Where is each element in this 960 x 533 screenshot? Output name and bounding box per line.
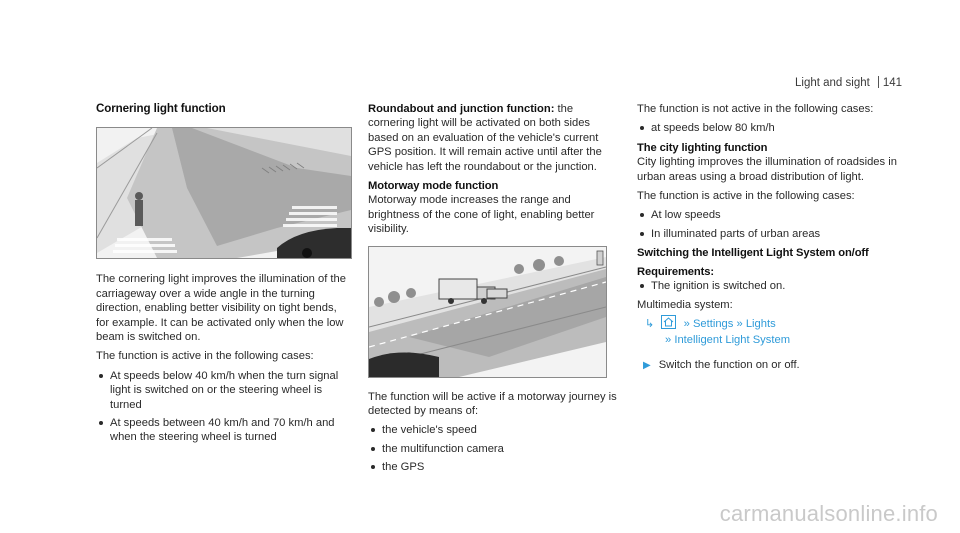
not-active-list	[637, 121, 905, 135]
home-icon	[661, 315, 676, 329]
chevron-right-icon: »	[665, 334, 672, 347]
list-item: the multifunction camera	[368, 442, 620, 456]
motorway-heading: Motorway mode function	[368, 180, 499, 193]
motorway-detection-list	[368, 423, 620, 474]
menu-settings[interactable]: Settings	[692, 317, 734, 330]
watermark: carmanualsonline.info	[719, 500, 938, 526]
list-item: the vehicle's speed	[368, 423, 620, 437]
play-triangle-icon: ▶	[643, 359, 651, 371]
multimedia-label: Multimedia system:	[637, 299, 733, 312]
action-text: Switch the function on or off.	[658, 358, 800, 371]
requirements-list	[637, 279, 905, 293]
action-step	[643, 358, 905, 373]
list-item: The ignition is switched on.	[637, 279, 905, 293]
city-active-intro: The function is active in the following cases:	[637, 190, 855, 203]
list-item: At speeds between 40 km/h and 70 km/h and when the steering wheel is turned	[96, 416, 352, 445]
column-cornering-light	[96, 102, 352, 450]
motorway-detection-intro: The function will be active if a motorway journey is detected by means of:	[368, 390, 617, 418]
page-header	[795, 76, 902, 90]
motorway-text: Motorway mode increases the range and brightness of the cone of light, enabling better visibility.	[368, 194, 595, 236]
page-number: 141	[882, 77, 902, 89]
header-divider	[878, 76, 879, 88]
roundabout-heading: Roundabout and junction function:	[368, 103, 555, 115]
chevron-right-icon: »	[736, 317, 743, 330]
chevron-right-icon: »	[683, 317, 690, 330]
section-title: Light and sight	[795, 77, 870, 89]
menu-lights[interactable]: Lights	[745, 317, 776, 330]
not-active-intro: The function is not active in the following cases:	[637, 103, 874, 115]
column-roundabout-motorway	[368, 102, 620, 480]
list-item: In illuminated parts of urban areas	[637, 227, 905, 241]
city-lighting-text: City lighting improves the illumination of roadsides in urban areas using a broad distribution of light.	[637, 156, 897, 183]
menu-path-continued	[665, 333, 905, 347]
return-arrow-icon: ↳	[645, 317, 655, 330]
cornering-light-illustration	[96, 127, 352, 259]
column-city-lighting	[637, 102, 905, 378]
list-item: at speeds below 80 km/h	[637, 121, 905, 135]
city-lighting-heading: The city lighting function	[637, 141, 768, 154]
list-item: the GPS	[368, 460, 620, 474]
list-item: At low speeds	[637, 208, 905, 222]
city-active-list	[637, 208, 905, 241]
cornering-light-description: The cornering light improves the illumination of the carriageway over a wide angle in the turning direction, enabling better visibility on tight bends, for example. It can be activated only when the low beam is switched on.	[96, 273, 346, 344]
menu-intelligent-light-system[interactable]: Intelligent Light System	[674, 334, 791, 347]
roundabout-paragraph	[368, 102, 620, 174]
menu-path	[645, 315, 905, 331]
cornering-light-cases-intro: The function is active in the following cases:	[96, 350, 314, 363]
switch-ils-heading: Switching the Intelligent Light System on/off	[637, 247, 869, 260]
cornering-light-cases-list	[96, 369, 352, 445]
requirements-heading: Requirements:	[637, 265, 715, 278]
cornering-light-heading: Cornering light function	[96, 102, 226, 115]
list-item: At speeds below 40 km/h when the turn signal light is switched on or the steering wheel is turned	[96, 369, 352, 412]
motorway-mode-illustration	[368, 246, 607, 378]
roundabout-text: the cornering light will be activated on both sides based on an evaluation of the vehicle's current GPS position. It will remain active until after the vehicle has left the roundabout or the junction.	[368, 103, 602, 173]
